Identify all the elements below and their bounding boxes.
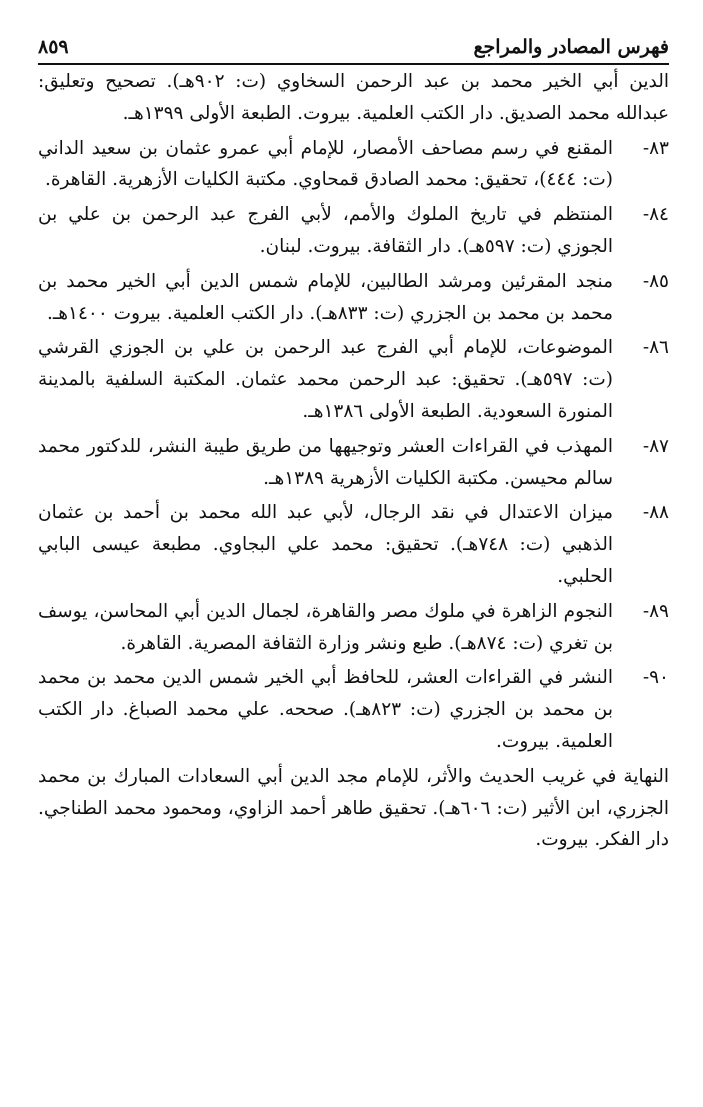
header-rule (38, 63, 669, 65)
entry-text: المنتظم في تاريخ الملوك والأمم، لأبي الفرج عبد الرحمن بن علي بن الجوزي (ت: ٥٩٧هـ). دار الثقافة. بيروت. لبنان. (38, 204, 613, 257)
entry-number: ٨٦- (642, 337, 669, 359)
entry-text: المهذب في القراءات العشر وتوجيهها من طريق طيبة النشر، للدكتور محمد سالم محيسن. مكتبة الكليات الأزهرية ١٣٨٩هـ. (38, 435, 613, 489)
entry-84 (38, 199, 669, 263)
entry-text: النشر في القراءات العشر، للحافظ أبي الخير شمس الدين محمد بن محمد بن محمد بن الجزري (ت: ٨٢٣هـ). صححه. علي محمد الصباغ. دار الكتب العلمية. بيروت. (38, 667, 613, 752)
entry-89 (38, 596, 669, 660)
continued-entry-text: الدين أبي الخير محمد بن عبد الرحمن السخاوي (ت: ٩٠٢هـ). تصحيح وتعليق: عبدالله محمد الصديق. دار الكتب العلمية. بيروت. الطبعة الأولى ١٣٩٩هـ. (38, 71, 669, 124)
entry-90 (38, 662, 669, 757)
entry-number: ٨٩- (642, 600, 669, 622)
running-title: فهرس المصادر والمراجع (473, 36, 669, 58)
entry-text: المقنع في رسم مصاحف الأمصار، للإمام أبي عمرو عثمان بن سعيد الداني (ت: ٤٤٤)، تحقيق: محمد الصادق قمحاوي. مكتبة الكليات الأزهرية. القاهرة. (38, 137, 613, 191)
entry-text: النجوم الزاهرة في ملوك مصر والقاهرة، لجمال الدين أبي المحاسن، يوسف بن تغري (ت: ٨٧٤هـ). طبع ونشر وزارة الثقافة المصرية. القاهرة. (38, 600, 613, 654)
entry-number: ٨٧- (642, 435, 669, 457)
entry-text: الموضوعات، للإمام أبي الفرج عبد الرحمن بن علي بن الجوزي القرشي (ت: ٥٩٧هـ). تحقيق: عبد الرحمن محمد عثمان. المكتبة السلفية بالمدينة المنورة السعودية. الطبعة الأولى ١٣٨٦هـ. (38, 337, 614, 422)
entry-number: ٩٠- (642, 667, 669, 689)
entry-83 (38, 133, 669, 197)
entry-number: ٨٤- (642, 204, 669, 226)
entry-85 (38, 266, 669, 330)
bibliography-list (38, 66, 669, 856)
unnumbered-entry: النهاية في غريب الحديث والأثر، للإمام مجد الدين أبي السعادات المبارك بن محمد الجزري، ابن الأثير (ت: ٦٠٦هـ). تحقيق طاهر أحمد الزاوي، ومحمود محمد الطناجي. دار الفكر. بيروت. (38, 765, 670, 851)
entry-number: ٨٥- (642, 270, 669, 292)
entry-number: ٨٣- (642, 137, 669, 159)
page-number: ٨٥٩ (38, 36, 69, 58)
entry-86 (38, 332, 669, 427)
entry-text: ميزان الاعتدال في نقد الرجال، لأبي عبد الله محمد بن أحمد بن عثمان الذهبي (ت: ٧٤٨هـ). تحقيق: محمد علي البجاوي. مطبعة عيسى البابي الحلبي. (38, 502, 613, 587)
entry-number: ٨٨- (642, 502, 669, 524)
entry-87 (38, 431, 669, 495)
page-header (38, 36, 669, 64)
entry-88 (38, 497, 669, 592)
entry-text: منجد المقرئين ومرشد الطالبين، للإمام شمس الدين أبي الخير محمد بن محمد بن محمد بن الجزري (ت: ٨٣٣هـ). دار الكتب العلمية. بيروت ١٤٠٠هـ. (38, 270, 613, 324)
